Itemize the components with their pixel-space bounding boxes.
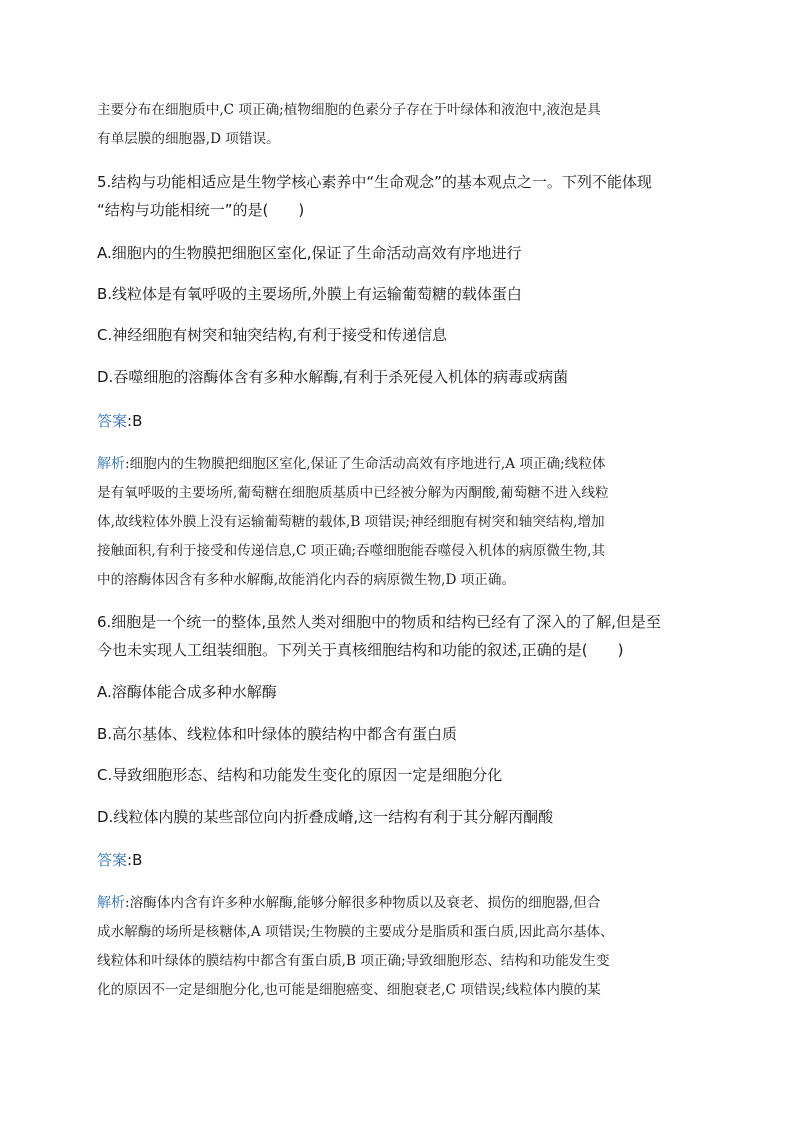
q5-answer: [97, 411, 142, 431]
q5-explanation-label: 解析: [97, 456, 125, 472]
q5-explanation-text-1: :细胞内的生物膜把细胞区室化,保证了生命活动高效有序地进行,A 项正确;线粒体: [125, 456, 606, 472]
q6-explanation-label: 解析: [97, 895, 125, 911]
q5-option-b: B.线粒体是有氧呼吸的主要场所,外膜上有运输葡萄糖的载体蛋白: [97, 285, 522, 303]
q5-explanation-line-3: 体,故线粒体外膜上没有运输葡萄糖的载体,B 项错误;神经细胞有树突和轴突结构,增加: [97, 514, 605, 530]
q6-option-b: B.高尔基体、线粒体和叶绿体的膜结构中都含有蛋白质: [97, 725, 458, 743]
q6-answer: [97, 850, 142, 870]
q6-stem-line-1: 6.细胞是一个统一的整体,虽然人类对细胞中的物质和结构已经有了深入的了解,但是至: [97, 613, 661, 631]
q5-option-c: C.神经细胞有树突和轴突结构,有利于接受和传递信息: [97, 326, 448, 344]
prev-explanation-line-2: 有单层膜的细胞器,D 项错误。: [97, 131, 280, 147]
q5-option-a: A.细胞内的生物膜把细胞区室化,保证了生命活动高效有序地进行: [97, 244, 522, 262]
q5-option-d: D.吞噬细胞的溶酶体含有多种水解酶,有利于杀死侵入机体的病毒或病菌: [97, 368, 569, 386]
q6-explanation-line-4: 化的原因不一定是细胞分化,也可能是细胞癌变、细胞衰老,C 项错误;线粒体内膜的某: [97, 982, 601, 998]
q6-stem-line-2: 今也未实现人工组装细胞。下列关于真核细胞结构和功能的叙述,正确的是( ): [97, 641, 624, 659]
q6-explanation-line-3: 线粒体和叶绿体的膜结构中都含有蛋白质,B 项正确;导致细胞形态、结构和功能发生变: [97, 953, 610, 969]
q6-answer-label: 答案: [97, 851, 128, 869]
q6-explanation-text-1: :溶酶体内含有许多种水解酶,能够分解很多种物质以及衰老、损伤的细胞器,但合: [125, 895, 601, 911]
q5-stem-line-2: “结构与功能相统一”的是( ): [97, 201, 305, 219]
prev-explanation-line-1: 主要分布在细胞质中,C 项正确;植物细胞的色素分子存在于叶绿体和液泡中,液泡是具: [97, 102, 601, 118]
q6-explanation-line-2: 成水解酶的场所是核糖体,A 项错误;生物膜的主要成分是脂质和蛋白质,因此高尔基体、: [97, 924, 614, 940]
q5-explanation-line-5: 中的溶酶体因含有多种水解酶,故能消化内吞的病原微生物,D 项正确。: [97, 572, 516, 588]
q6-explanation-line-1: [97, 893, 600, 913]
q5-explanation-line-4: 接触面积,有利于接受和传递信息,C 项正确;吞噬细胞能吞噬侵入机体的病原微生物,其: [97, 543, 606, 559]
q5-stem-line-1: 5.结构与功能相适应是生物学核心素养中“生命观念”的基本观点之一。下列不能体现: [97, 173, 652, 191]
q6-option-a: A.溶酶体能合成多种水解酶: [97, 683, 277, 701]
q5-answer-label: 答案: [97, 412, 128, 430]
q5-explanation-line-1: [97, 454, 606, 474]
q6-option-c: C.导致细胞形态、结构和功能发生变化的原因一定是细胞分化: [97, 766, 503, 784]
q6-answer-value: :B: [127, 851, 143, 869]
q5-explanation-line-2: 是有氧呼吸的主要场所,葡萄糖在细胞质基质中已经被分解为丙酮酸,葡萄糖不进入线粒: [97, 485, 609, 501]
q5-answer-value: :B: [127, 412, 143, 430]
q6-option-d: D.线粒体内膜的某些部位向内折叠成嵴,这一结构有利于其分解丙酮酸: [97, 808, 554, 826]
